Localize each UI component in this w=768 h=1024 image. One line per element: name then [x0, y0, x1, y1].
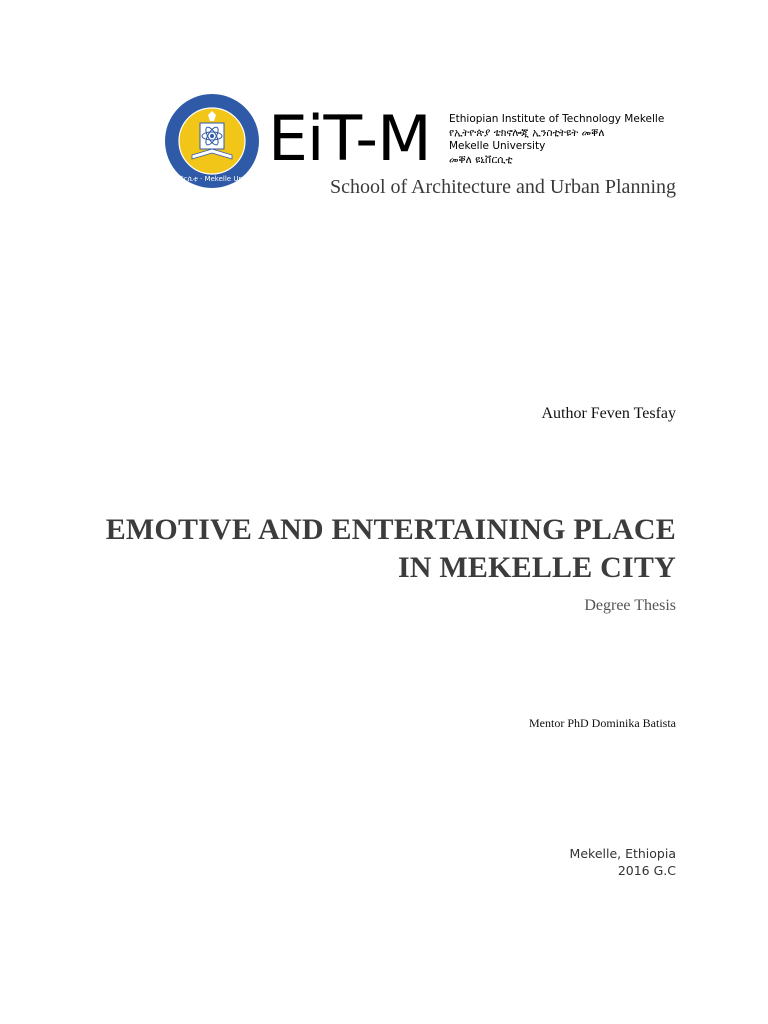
mentor-line: Mentor PhD Dominika Batista	[529, 716, 676, 730]
school-name: School of Architecture and Urban Planning	[329, 176, 676, 198]
author-line: Author Feven Tesfay	[541, 405, 676, 422]
university-seal-logo	[155, 93, 269, 189]
place-and-date	[570, 845, 676, 879]
institution-line: መቐለ ዩኒቨርሲቲ	[449, 153, 513, 166]
seal-ring-text: መቐለ ዩኒቨርሲቲ · Mekelle University	[155, 175, 269, 183]
institution-name-block	[449, 113, 664, 167]
place: Mekelle, Ethiopia	[569, 846, 676, 861]
document-type: Degree Thesis	[584, 597, 676, 614]
thesis-title	[56, 511, 676, 587]
institution-line: Mekelle University	[449, 140, 546, 152]
eitm-logo-text: EiT-M	[268, 102, 431, 175]
institution-line: Ethiopian Institute of Technology Mekelle	[449, 113, 665, 125]
title-line: EMOTIVE AND ENTERTAINING PLACE	[105, 513, 676, 546]
institution-line: የኢትዮጵያ ቴክኖሎጂ ኢንስቲትዩት መቐለ	[449, 126, 605, 139]
title-line: IN MEKELLE CITY	[397, 551, 676, 584]
year: 2016 G.C	[617, 863, 676, 878]
